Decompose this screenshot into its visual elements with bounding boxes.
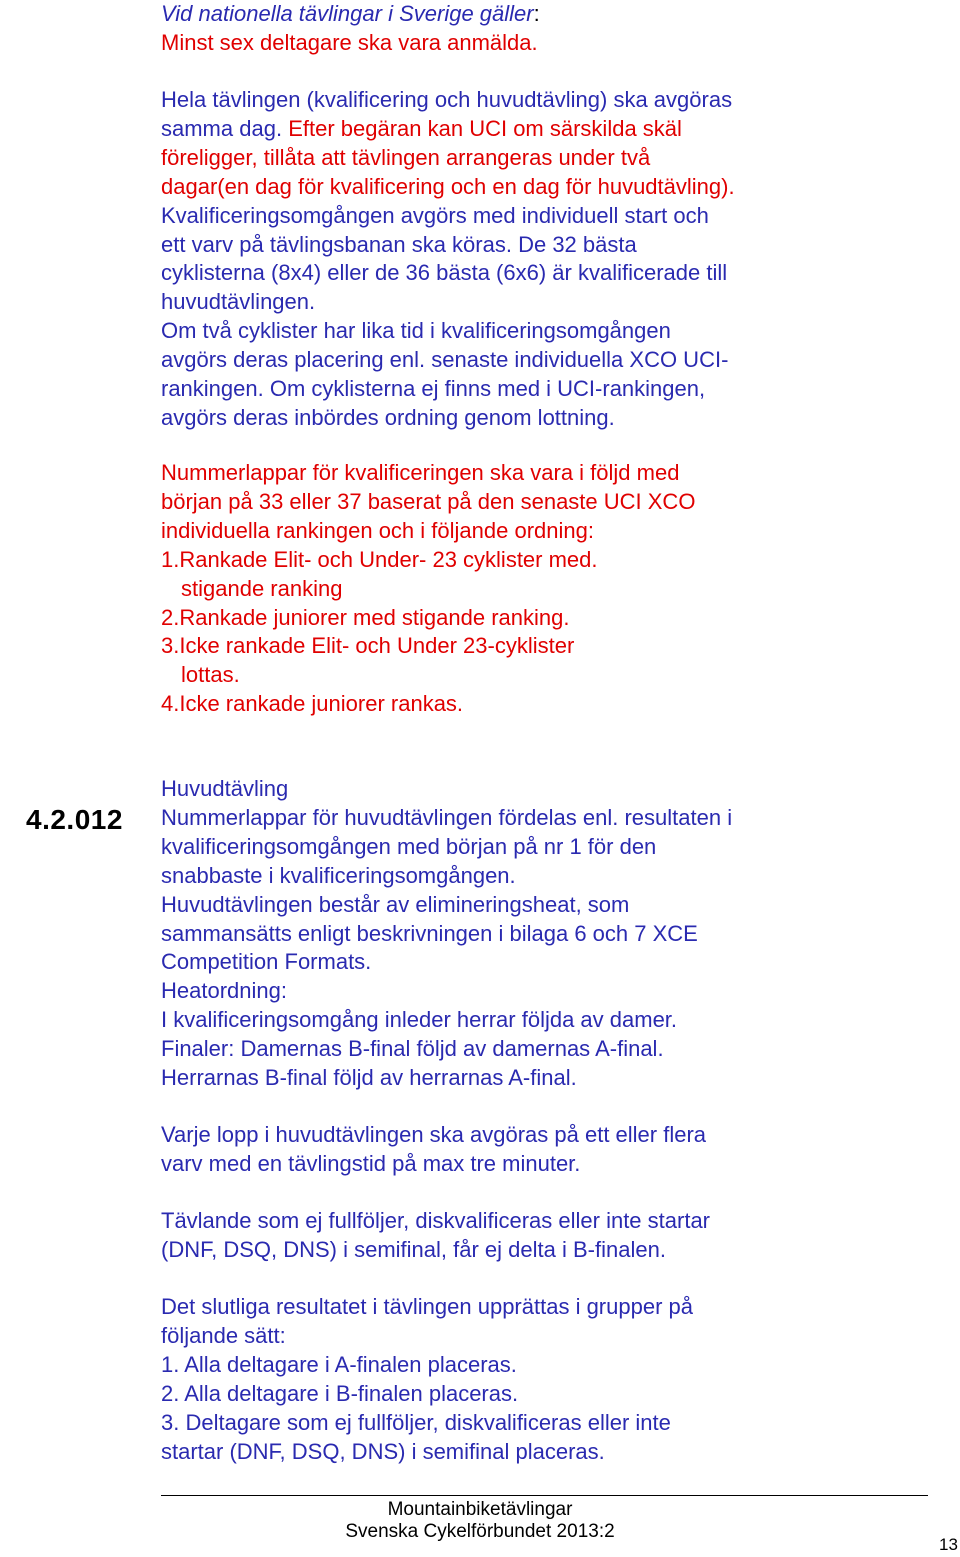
main-event-paragraph	[161, 775, 921, 1093]
intro-heading	[161, 0, 921, 29]
qual-line: Kvalificeringsomgången avgörs med individuell start och	[161, 202, 709, 228]
main-event-line: sammansätts enligt beskrivningen i bilaga 6 och 7 XCE	[161, 920, 698, 946]
bib-line: individuella rankingen och i följande ordning:	[161, 517, 594, 543]
bib-line: Nummerlappar för kvalificeringen ska vara i följd med	[161, 460, 680, 485]
main-event-line: Finaler: Damernas B-final följd av damernas A-final.	[161, 1036, 664, 1062]
dnf-paragraph	[161, 1207, 921, 1265]
bib-line: början på 33 eller 37 baserat på den senaste UCI XCO	[161, 488, 696, 514]
qual-line: rankingen. Om cyklisterna ej finns med i UCI-rankingen,	[161, 376, 706, 402]
qual-line: avgörs deras placering enl. senaste individuella XCO UCI-	[161, 347, 729, 373]
qual-line: Om två cyklister har lika tid i kvalificeringsomgången	[161, 318, 671, 344]
bib-list-item: 3.Icke rankade Elit- och Under 23-cyklister	[161, 633, 575, 659]
intro-heading-colon: :	[533, 1, 540, 26]
main-event-line: kvalificeringsomgången med början på nr 1 för den	[161, 833, 657, 859]
main-event-line: Herrarnas B-final följd av herrarnas A-final.	[161, 1065, 577, 1091]
bib-list-item: 4.Icke rankade juniorer rankas.	[161, 691, 464, 717]
main-event-line: snabbaste i kvalificeringsomgången.	[161, 862, 516, 888]
heat-order-heading: Heatordning:	[161, 978, 287, 1004]
intro-block	[161, 0, 921, 58]
dnf-line: (DNF, DSQ, DNS) i semifinal, får ej delta i B-finalen.	[161, 1236, 666, 1262]
qual-line: ett varv på tävlingsbanan ska köras. De 32 bästa	[161, 231, 637, 257]
qualification-paragraph	[161, 86, 921, 433]
footer-divider	[161, 1495, 928, 1496]
bib-list-item: 2.Rankade juniorer med stigande ranking.	[161, 604, 570, 630]
duration-line: Varje lopp i huvudtävlingen ska avgöras på ett eller flera	[161, 1122, 707, 1147]
qual-line	[161, 115, 921, 144]
footer-publisher: Svenska Cykelförbundet 2013:2	[345, 1521, 615, 1542]
qual-line: Hela tävlingen (kvalificering och huvudtävling) ska avgöras	[161, 87, 733, 112]
main-event-line: Competition Formats.	[161, 949, 372, 975]
bib-list-item: 1.Rankade Elit- och Under- 23 cyklister med.	[161, 546, 598, 572]
result-line: följande sätt:	[161, 1322, 286, 1348]
intro-rule: Minst sex deltagare ska vara anmälda.	[161, 29, 538, 55]
footer-title: Mountainbiketävlingar	[387, 1499, 573, 1520]
main-event-line: Huvudtävlingen består av elimineringsheat, som	[161, 891, 630, 917]
qual-line-part: Efter begäran kan UCI om särskilda skäl	[288, 115, 682, 141]
qual-line: avgörs deras inbördes ordning genom lottning.	[161, 404, 615, 430]
qual-line: föreligger, tillåta att tävlingen arrangeras under två	[161, 144, 651, 170]
result-list-item: startar (DNF, DSQ, DNS) i semifinal placeras.	[161, 1438, 605, 1464]
final-result-paragraph	[161, 1293, 921, 1466]
dnf-line: Tävlande som ej fullföljer, diskvalificeras eller inte startar	[161, 1208, 711, 1233]
duration-line: varv med en tävlingstid på max tre minuter.	[161, 1150, 581, 1176]
page-number: 13	[939, 1535, 958, 1554]
qual-line: cyklisterna (8x4) eller de 36 bästa (6x6) är kvalificerade till	[161, 260, 728, 286]
main-event-heading: Huvudtävling	[161, 776, 289, 801]
bib-list-item-cont: lottas.	[181, 662, 240, 688]
main-event-line: Nummerlappar för huvudtävlingen fördelas enl. resultaten i	[161, 804, 733, 830]
bib-list-item-cont: stigande ranking	[181, 575, 343, 601]
main-event-line: I kvalificeringsomgång inleder herrar följda av damer.	[161, 1007, 678, 1033]
qual-line: huvudtävlingen.	[161, 289, 316, 315]
result-list-item: 1. Alla deltagare i A-finalen placeras.	[161, 1351, 517, 1377]
result-line: Det slutliga resultatet i tävlingen upprättas i grupper på	[161, 1294, 693, 1319]
intro-heading-italic: Vid nationella tävlingar i Sverige gäller	[161, 1, 534, 26]
qual-line-part: samma dag.	[161, 115, 283, 141]
result-list-item: 2. Alla deltagare i B-finalen placeras.	[161, 1380, 519, 1406]
qual-line: dagar(en dag för kvalificering och en dag för huvudtävling).	[161, 173, 735, 199]
result-list-item: 3. Deltagare som ej fullföljer, diskvalificeras eller inte	[161, 1409, 671, 1435]
bib-numbers-qualification	[161, 459, 921, 719]
section-number: 4.2.012	[26, 804, 123, 835]
race-duration-paragraph	[161, 1121, 921, 1179]
